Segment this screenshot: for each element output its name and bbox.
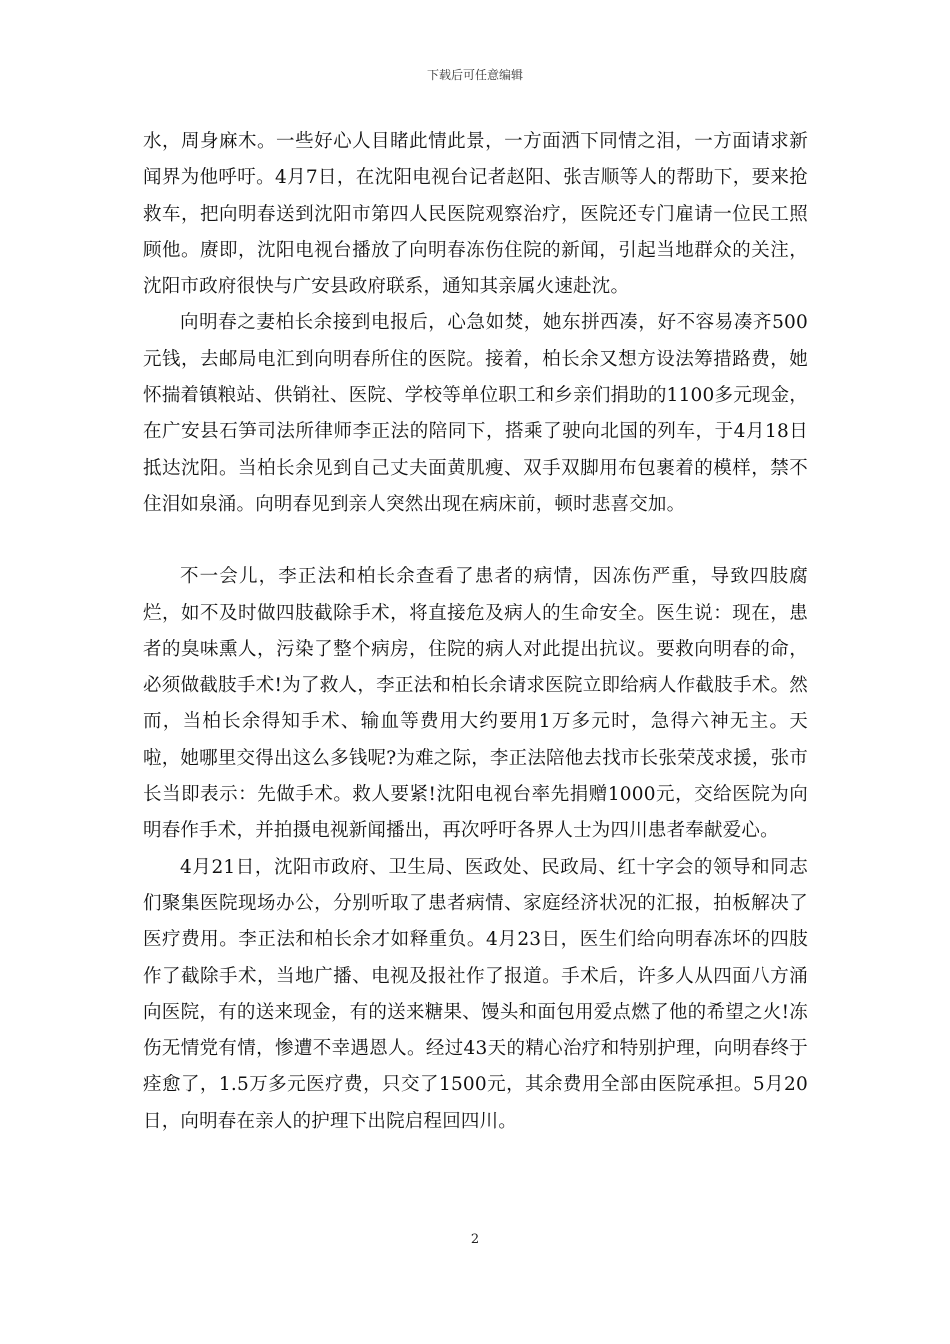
page-header: 下载后可任意编辑: [426, 68, 523, 82]
paragraph-continuation: 水，周身麻木。一些好心人目睹此情此景，一方面洒下同情之泪，一方面请求新闻界为他呼吁。4月7日，在沈阳电视台记者赵阳、张吉顺等人的帮助下，要来抢救车，把向明春送到沈阳市第四人民医院观察治疗，医院还专门雇请一位民工照顾他。赓即，沈阳电视台播放了向明春冻伤住院的新闻，引起当地群众的关注，沈阳市政府很快与广安县政府联系，通知其亲属火速赴沈。: [143, 131, 808, 298]
paragraph: 向明春之妻柏长余接到电报后，心急如焚，她东拼西凑，好不容易凑齐500元钱，去邮局电汇到向明春所住的医院。接着，柏长余又想方设法筹措路费，她怀揣着镇粮站、供销社、医院、学校等单位职工和乡亲们捐助的1100多元现金，在广安县石笋司法所律师李正法的陪同下，搭乘了驶向北国的列车，于4月18日抵达沈阳。当柏长余见到自己丈夫面黄肌瘦、双手双脚用布包裹着的模样，禁不住泪如泉涌。向明春见到亲人突然出现在病床前，顿时悲喜交加。: [143, 312, 808, 515]
paragraph: 4月21日，沈阳市政府、卫生局、医政处、民政局、红十字会的领导和同志们聚集医院现场办公，分别听取了患者病情、家庭经济状况的汇报，拍板解决了医疗费用。李正法和柏长余才如释重负。4月23日，医生们给向明春冻坏的四肢作了截除手术，当地广播、电视及报社作了报道。手术后，许多人从四面八方涌向医院，有的送来现金，有的送来糖果、馒头和面包用爱点燃了他的希望之火!冻伤无情党有情，惨遭不幸遇恩人。经过43天的精心治疗和特别护理，向明春终于痊愈了，1.5万多元医疗费，只交了1500元，其余费用全部由医院承担。5月20日，向明春在亲人的护理下出院启程回四川。: [143, 856, 808, 1132]
paragraph: 不一会儿，李正法和柏长余查看了患者的病情，因冻伤严重，导致四肢腐烂，如不及时做四肢截除手术，将直接危及病人的生命安全。医生说：现在，患者的臭味熏人，污染了整个病房，住院的病人对此提出抗议。要救向明春的命，必须做截肢手术!为了救人，李正法和柏长余请求医院立即给病人作截肢手术。然而，当柏长余得知手术、输血等费用大约要用1万多元时，急得六神无主。天啦，她哪里交得出这么多钱呢?为难之际，李正法陪他去找市长张荣茂求援，张市长当即表示：先做手术。救人要紧!沈阳电视台率先捐赠1000元，交给医院为向明春作手术，并拍摄电视新闻播出，再次呼吁各界人士为四川患者奉献爱心。: [143, 566, 808, 842]
page-number: 2: [470, 1232, 480, 1247]
document-body: [143, 124, 808, 1140]
paragraph-spacer: [143, 523, 808, 559]
